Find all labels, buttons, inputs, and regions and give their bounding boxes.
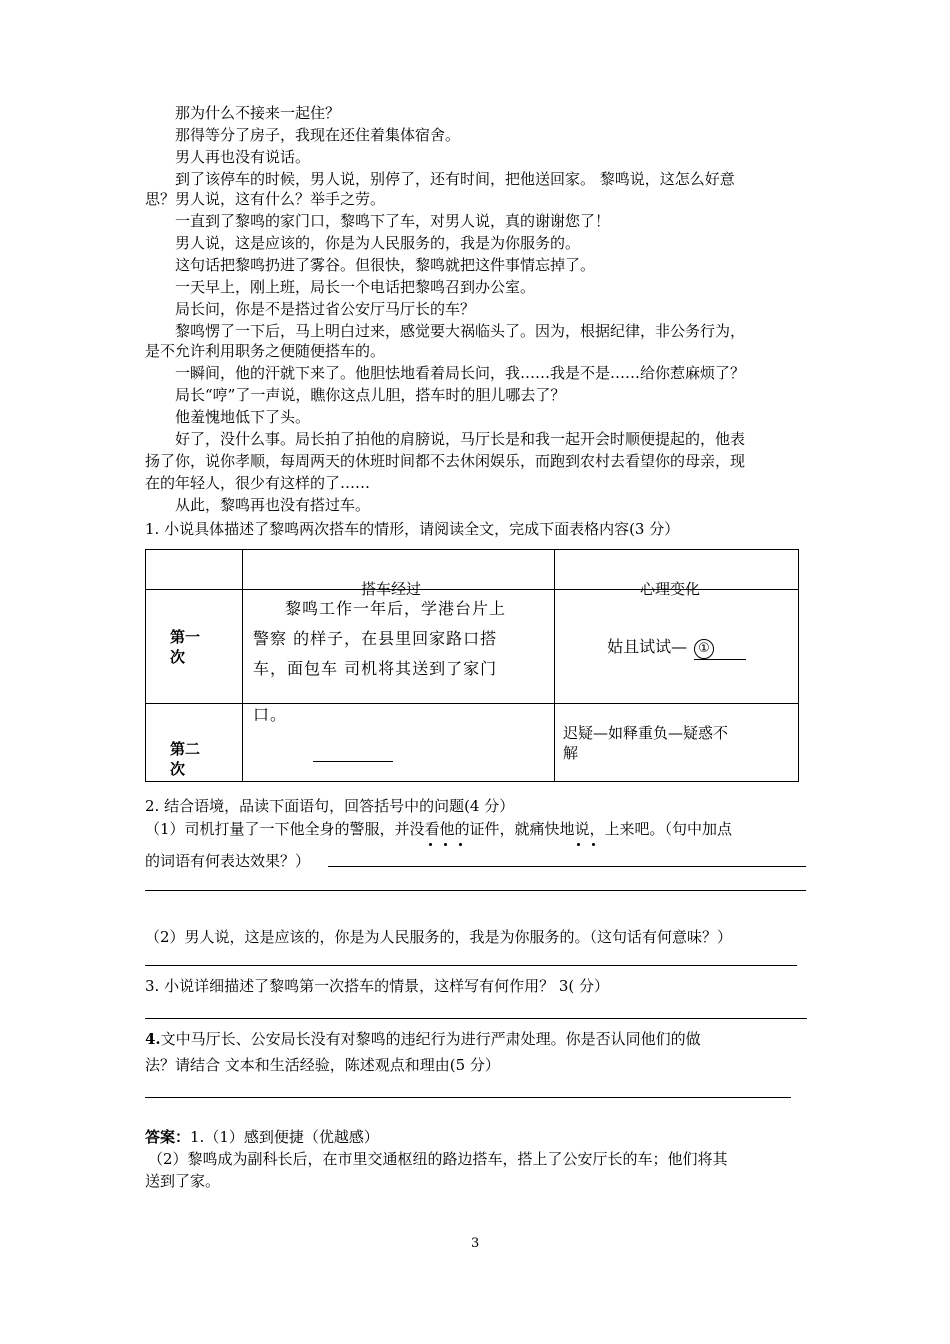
emphasis-dot (592, 843, 595, 846)
story-line: 一直到了黎鸣的家门口，黎鸣下了车，对男人说，真的谢谢您了！ (175, 212, 611, 230)
story-line: 扬了你，说你孝顺，每周两天的休班时间都不去休闲娱乐，而跑到农村去看望你的母亲，现 (145, 452, 746, 470)
story-line: 局长“哼”了一声说，瞧你这点儿胆，搭车时的胆儿哪去了？ (175, 386, 566, 404)
story-line: 那得等分了房子，我现在还住着集体宿舍。 (175, 126, 461, 144)
question-2-2: （2）男人说，这是应该的，你是为人民服务的，我是为你服务的。（这句话有何意味？） (145, 928, 733, 946)
table-corner-cell (146, 550, 243, 590)
second-ride-description[interactable]: 口。 (243, 704, 555, 782)
story-line: 男人说，这是应该的，你是为人民服务的，我是为你服务的。 (175, 234, 581, 252)
question-2: 2. 结合语境，品读下面语句，回答括号中的问题(4 分） (145, 797, 515, 815)
story-line: 一天早上，刚上班，局长一个电话把黎鸣召到办公室。 (175, 278, 536, 296)
story-line: 从此，黎鸣再也没有搭过车。 (175, 496, 371, 514)
story-line: 好了，没什么事。局长拍了拍他的肩膀说，马厅长是和我一起开会时顺便提起的，他表 (175, 430, 746, 448)
row-label-second: 第二 次 (146, 704, 243, 782)
story-line: 在的年轻人，很少有这样的了…… (145, 474, 371, 492)
story-line: 局长问，你是不是搭过省公安厅马厅长的车？ (175, 300, 476, 318)
story-line: 是不允许利用职务之便随便搭车的。 (145, 342, 386, 360)
story-line: 他羞愧地低下了头。 (175, 408, 311, 426)
first-ride-psychology[interactable]: 姑且试试— ① (555, 590, 799, 704)
story-line: 黎鸣愣了一下后，马上明白过来，感觉要大祸临头了。因为，根据纪律，非公务行为， (175, 322, 746, 340)
question-3: 3. 小说详细描述了黎鸣第一次搭车的情景，这样写有何作用？ 3( 分） (145, 977, 610, 995)
second-ride-psychology: 迟疑—如释重负—疑惑不 解 (555, 704, 799, 782)
answer-line[interactable] (145, 1018, 807, 1019)
blank-marker-1: ① (694, 639, 714, 659)
story-line: 这句话把黎鸣扔进了雾谷。但很快，黎鸣就把这件事情忘掉了。 (175, 256, 596, 274)
question-4-cont: 法？请结合 文本和生活经验，陈述观点和理由(5 分） (145, 1056, 500, 1074)
answer-line[interactable] (145, 1097, 791, 1098)
answer-line[interactable] (145, 965, 797, 966)
emphasis-dot (459, 843, 462, 846)
emphasis-dot (444, 843, 447, 846)
blank-line[interactable] (313, 761, 393, 762)
answer-section: 答案：1.（1）感到便捷（优越感） (145, 1128, 379, 1146)
page-number: 3 (471, 1236, 480, 1251)
column-header-psychology: 心理变化 (640, 580, 701, 598)
story-line: 一瞬间，他的汗就下来了。他胆怯地看着局长问，我……我是不是……给你惹麻烦了？ (175, 364, 746, 382)
story-line: 思？男人说，这有什么？举手之劳。 (145, 190, 386, 208)
emphasis-dot (429, 843, 432, 846)
story-line: 到了该停车的时候，男人说，别停了，还有时间，把他送回家。 黎鸣说，这怎么好意 (175, 170, 735, 188)
answer-line-text: （2）黎鸣成为副科长后，在市里交通枢纽的路边搭车，搭上了公安厅长的车；他们将其 (148, 1150, 728, 1168)
first-ride-description[interactable]: 黎鸣工作一年后，学港台片上 警察 的样子，在县里回家路口搭 车，面包车 司机将其送到了家门 (243, 590, 555, 704)
table-divider (145, 589, 799, 590)
question-2-1-cont: 的词语有何表达效果？） (145, 852, 311, 870)
question-2-1: （1）司机打量了一下他全身的警服，并没看他的证件，就痛快地说，上来吧。（句中加点 (145, 820, 733, 838)
answer-line[interactable] (145, 890, 806, 891)
answer-line[interactable] (328, 866, 806, 867)
question-1: 1. 小说具体描述了黎鸣两次搭车的情形，请阅读全文，完成下面表格内容(3 分） (145, 520, 680, 538)
answer-table (145, 549, 799, 782)
row-label-first: 第一 次 (146, 590, 243, 704)
column-header-process: 搭车经过 (361, 580, 422, 598)
story-line: 男人再也没有说话。 (175, 148, 311, 166)
answer-line-text: 送到了家。 (145, 1172, 221, 1190)
story-line: 那为什么不接来一起住？ (175, 104, 341, 122)
emphasis-dot (577, 843, 580, 846)
question-4: 4.文中马厅长、公安局长没有对黎鸣的违纪行为进行严肃处理。你是否认同他们的做 (145, 1030, 701, 1048)
